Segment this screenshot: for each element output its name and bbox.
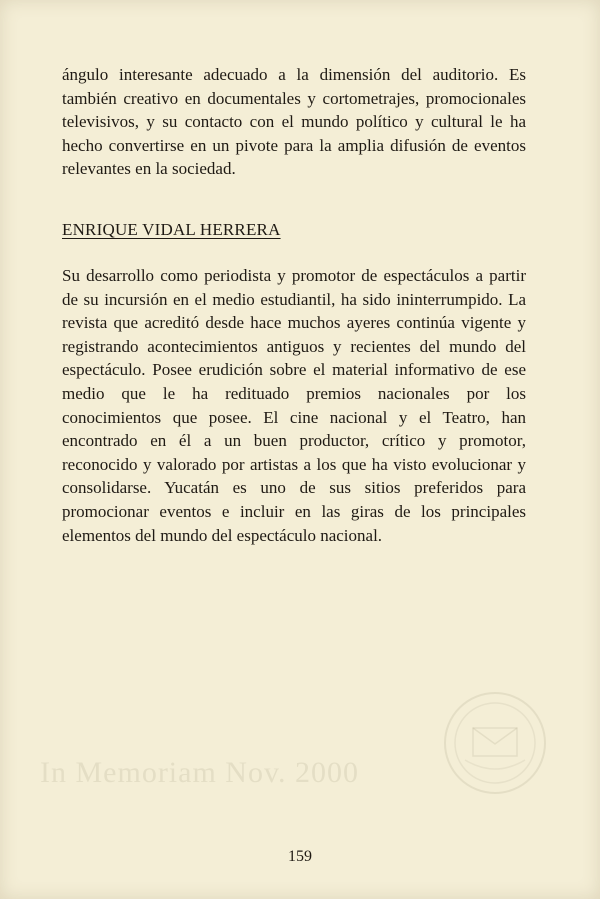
bleed-through-seal-icon [440,688,550,798]
section-heading: ENRIQUE VIDAL HERRERA [62,220,281,239]
paragraph-biography: Su desarrollo como periodista y promotor de espectáculos a partir de su incursión en el medio estudiantil, ha sido ininterrumpido. La revista que acreditó desde hace muchos ayeres continúa vigente y registrando acontecimientos antiguos y recientes del mundo del espectáculo. Posee erudición sobre el material informativo de ese medio que le ha redituado premios nacionales por los conocimientos que posee. El cine nacional y el Teatro, han encontrado en él a un buen productor, crítico y promotor, reconocido y valorado por artistas a los que ha visto evolucionar y consolidarse. Yucatán es uno de sus sitios preferidos para promocionar eventos e incluir en las giras de los principales elementos del mundo del espectáculo nacional. [62,266,526,545]
paragraph-intro: ángulo interesante adecuado a la dimensión del auditorio. Es también creativo en documentales y cortometrajes, promocionales televisivos, y su contacto con el mundo político y cultural le ha hecho convertirse en un pivote para la amplia difusión de eventos relevantes en la sociedad. [62,65,526,179]
bleed-through-memoriam: In Memoriam Nov. 2000 [40,756,360,789]
page-number: 159 [288,848,312,865]
